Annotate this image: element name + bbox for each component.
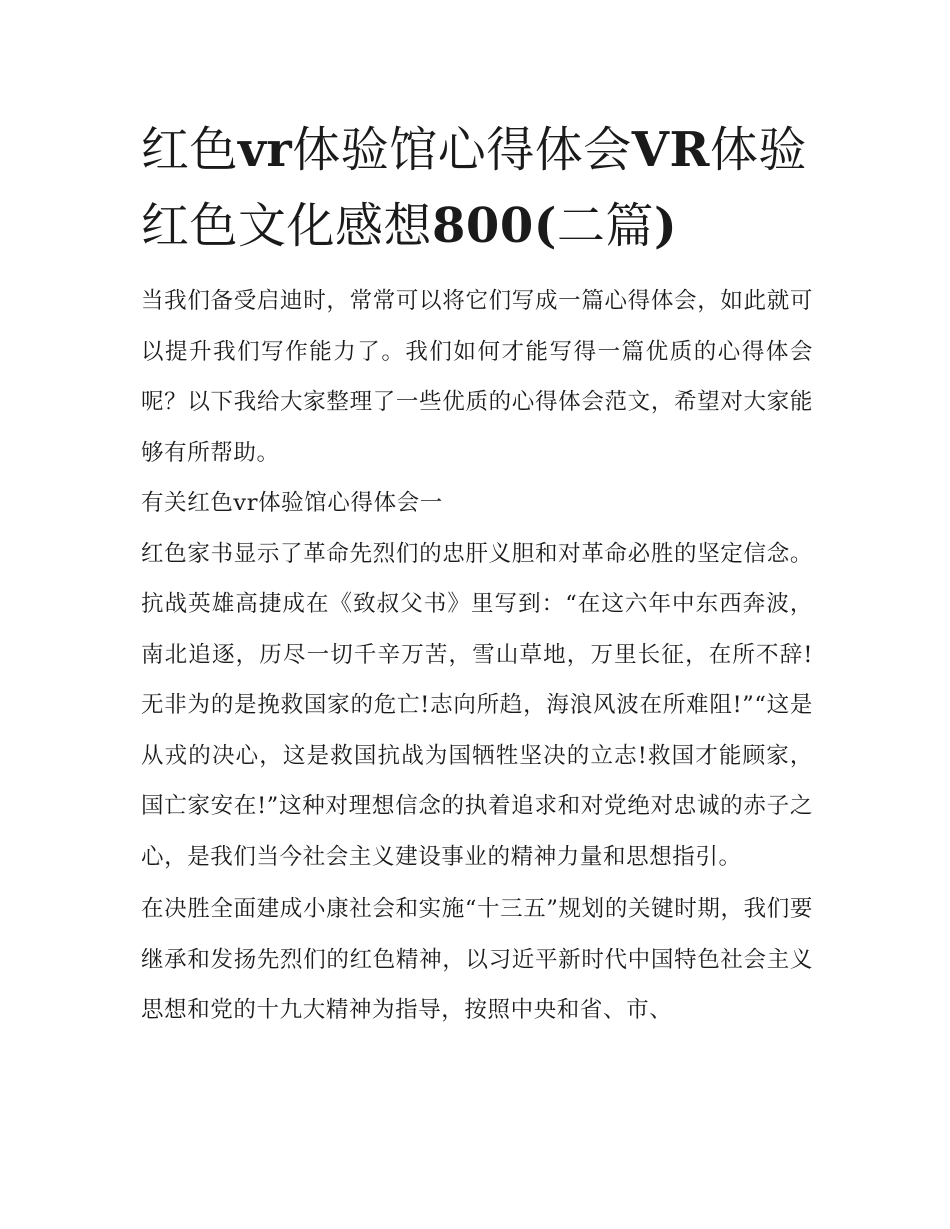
document-title: [141, 112, 813, 264]
title-part-7: 二篇: [556, 198, 654, 254]
intro-paragraph: 当我们备受启迪时，常常可以将它们写成一篇心得体会，如此就可以提升我们写作能力了。我们如何才能写得一篇优质的心得体会呢？以下我给大家整理了一些优质的心得体会范文，希望对大家能够有所帮助。: [141, 288, 813, 466]
body-paragraph-1: 红色家书显示了革命先烈们的忠肝义胆和对革命必胜的坚定信念。抗战英雄高捷成在《致叔父书》里写到：“在这六年中东西奔波，南北追逐，历尽一切千辛万苦，雪山草地，万里长征，在所不辞!无非为的是挽救国家的危亡!志向所趋，海浪风波在所难阻!”“这是从戎的决心，这是救国抗战为国牺牲坚决的立志!救国才能顾家，国亡家安在!”这种对理想信念的执着追求和对党绝对忠诚的赤子之心，是我们当今社会主义建设事业的精神力量和思想指引。: [141, 540, 813, 870]
title-part-8: ): [653, 198, 678, 254]
title-part-3: 体验馆心得体会: [292, 122, 632, 178]
title-part-2: vr: [238, 122, 293, 178]
title-part-4: VR: [631, 122, 710, 178]
title-part-5: 体验红色文化感想: [141, 122, 807, 254]
title-part-6: 800(: [432, 198, 557, 254]
document-page: [141, 112, 813, 1036]
section-heading: 有关红色vr体验馆心得体会一: [141, 490, 443, 516]
title-part-1: 红色: [141, 122, 239, 178]
body-paragraph-2: 在决胜全面建成小康社会和实施“十三五”规划的关键时期，我们要继承和发扬先烈们的红色精神，以习近平新时代中国特色社会主义思想和党的十九大精神为指导，按照中央和省、市、: [141, 896, 813, 1023]
